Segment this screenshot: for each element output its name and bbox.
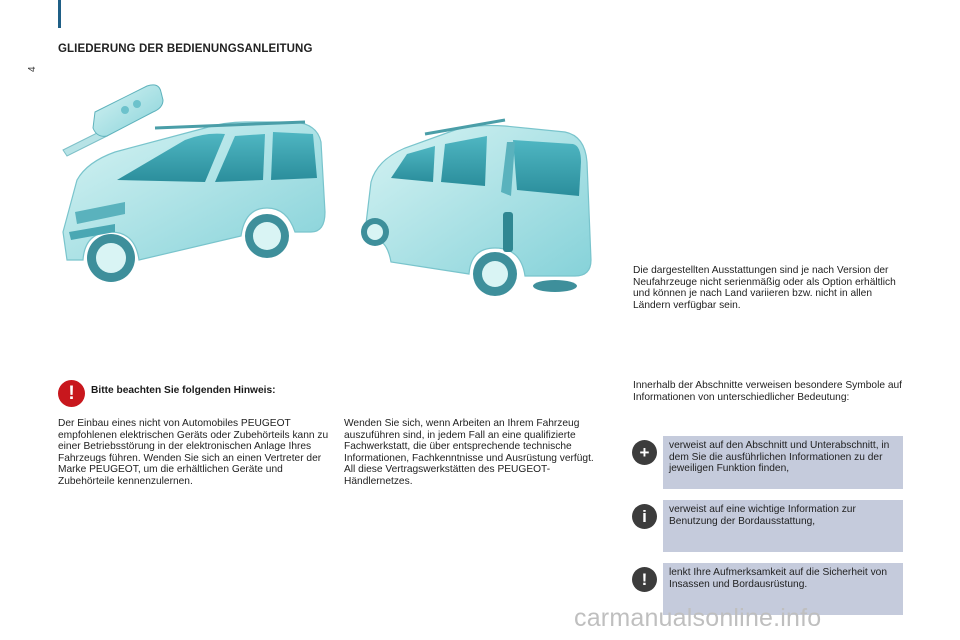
exclamation-icon: ! [58,380,85,407]
legend-text: verweist auf den Abschnitt und Unterabschnitt, in dem Sie die ausführlichen Informationen zu der jeweiligen Funktion finden, [663,436,903,489]
page-number: 4 [27,66,38,72]
watermark-text: carmanualsonline.info [574,604,822,632]
car-rear-view-image [361,120,591,296]
info-icon: i [632,504,657,529]
car-front-view-image [63,122,325,282]
legend-text: lenkt Ihre Aufmerksamkeit auf die Sicherheit von Insassen und Bordausrüstung. [663,563,903,615]
intro-text: Die dargestellten Ausstattungen sind je nach Version der Neufahrzeuge nicht serienmäßig oder als Option erhältlich und können je nach Land variieren bzw. nicht in allen Ländern verfügbar sein. [633,265,896,311]
symbols-intro-text: Innerhalb der Abschnitte verweisen besondere Symbole auf Informationen von unterschiedlicher Bedeutung: [633,380,903,403]
legend-item-info [632,500,903,552]
warning-text-col1: Der Einbau eines nicht von Automobiles PEUGEOT empfohlenen elektrischen Geräts oder Zubehörteils kann zu einer Betriebsstörung in der elektronischen Anlage Ihres Fahrzeugs führen. Wenden Sie sich an einen Vertreter der Marke PEUGEOT, um die erhältlichen Geräte und Zubehörteile kennenzulernen. [58,418,329,487]
warning-heading [58,380,276,407]
legend-text: verweist auf eine wichtige Information zur Benutzung der Bordausstattung, [663,500,903,552]
warning-text-col2: Wenden Sie sich, wenn Arbeiten an Ihrem Fahrzeug auszuführen sind, in jedem Fall an eine qualifizierte Fachwerkstatt, die über entsprechende technische Informationen, Fachkenntnisse und Ausrüstung verfügt. All diese Vertragswerkstätten des PEUGEOT-Händlernetzes. [344,418,594,487]
exclamation-icon: ! [632,567,657,592]
page-title: GLIEDERUNG DER BEDIENUNGSANLEITUNG [58,43,313,55]
margin-bar [58,0,61,28]
vehicle-illustration [55,82,615,304]
plus-icon: + [632,440,657,465]
warning-title: Bitte beachten Sie folgenden Hinweis: [91,385,276,396]
legend-item-plus [632,436,903,489]
